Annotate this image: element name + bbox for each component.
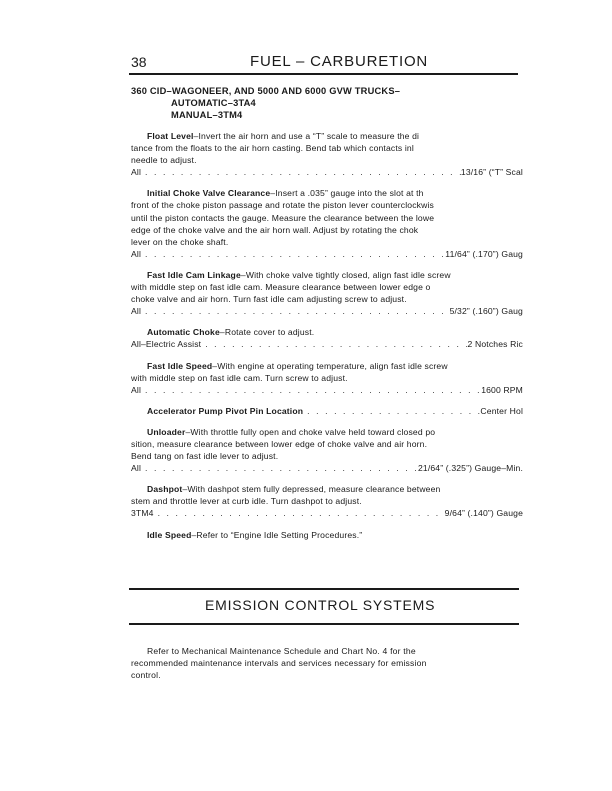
float-level-paragraph xyxy=(131,130,523,178)
fast-idle-speed-spec-value: 1600 RPM xyxy=(481,384,523,395)
idle-speed-paragraph xyxy=(131,529,523,541)
float-level-text-3: needle to adjust. xyxy=(131,155,197,166)
choke-clearance-text-1: –Insert a .035” gauge into the slot at th xyxy=(270,188,424,199)
float-level-spec-label: All xyxy=(131,167,142,178)
emission-section-title: EMISSION CONTROL SYSTEMS xyxy=(205,597,436,613)
dot-leader xyxy=(154,507,445,519)
fast-idle-speed-title: Fast Idle Speed xyxy=(147,360,213,371)
dashpot-title: Dashpot xyxy=(147,484,183,495)
unloader-paragraph xyxy=(131,426,523,474)
unloader-text-2: sition, measure clearance between lower edge of choke valve and air horn. xyxy=(131,438,428,449)
dot-leader xyxy=(201,338,467,350)
dashpot-spec xyxy=(131,507,523,519)
cam-linkage-title: Fast Idle Cam Linkage xyxy=(147,269,241,280)
float-level-spec xyxy=(131,166,523,178)
cam-linkage-spec xyxy=(131,305,523,317)
idle-speed-title: Idle Speed xyxy=(147,529,192,540)
dashpot-paragraph xyxy=(131,483,523,519)
fast-idle-speed-paragraph xyxy=(131,360,523,396)
automatic-choke-spec-value: 2 Notches Ric xyxy=(467,339,523,350)
automatic-choke-spec-label: All–Electric Assist xyxy=(131,339,202,350)
unloader-text-3: Bend tang on fast idle lever to adjust. xyxy=(131,451,279,462)
unloader-spec-label: All xyxy=(131,463,142,474)
dashpot-spec-value: 9/64” (.140”) Gauge xyxy=(444,508,523,519)
fast-idle-speed-text-1: –With engine at operating temperature, align fast idle screw xyxy=(212,360,448,371)
subheading-line-2: AUTOMATIC–3TA4 xyxy=(171,98,256,108)
subheading-line-1: 360 CID–WAGONEER, AND 5000 AND 6000 GVW TRUCKS– xyxy=(131,86,401,96)
cam-linkage-text-1: –With choke valve tightly closed, align fast idle screw xyxy=(240,269,451,280)
dot-leader xyxy=(141,384,481,396)
cam-linkage-spec-value: 5/32” (.160”) Gaug xyxy=(449,306,523,317)
emission-text-2: recommended maintenance intervals and services necessary for emission xyxy=(131,658,427,669)
unloader-spec-value: 21/64” (.325”) Gauge–Min. xyxy=(417,463,523,474)
emission-paragraph xyxy=(131,645,523,681)
dot-leader xyxy=(303,405,480,417)
cam-linkage-paragraph xyxy=(131,269,523,317)
accel-pump-paragraph xyxy=(131,405,523,417)
choke-clearance-text-2: front of the choke piston passage and rotate the piston lever counterclockwis xyxy=(131,200,434,211)
section-rule-bottom xyxy=(129,623,519,625)
choke-clearance-spec-label: All xyxy=(131,248,142,259)
dot-leader xyxy=(141,462,418,474)
accel-pump-title: Accelerator Pump Pivot Pin Location xyxy=(147,405,304,416)
fast-idle-speed-spec xyxy=(131,384,523,396)
choke-clearance-spec xyxy=(131,248,523,260)
unloader-text-1: –With throttle fully open and choke valve held toward closed po xyxy=(185,426,436,437)
choke-clearance-text-4: edge of the choke valve and the air horn wall. Adjust by rotating the chok xyxy=(131,224,419,235)
page-title: FUEL – CARBURETION xyxy=(250,53,429,70)
cam-linkage-text-2: with middle step on fast idle cam. Measure clearance between lower edge o xyxy=(131,282,431,293)
dashpot-text-2: stem and throttle lever at curb idle. Turn dashpot to adjust. xyxy=(131,496,362,507)
idle-speed-text-1: –Refer to “Engine Idle Setting Procedures.” xyxy=(191,529,363,540)
choke-clearance-text-3: until the piston contacts the gauge. Measure the clearance between the lowe xyxy=(131,212,435,223)
choke-clearance-title: Initial Choke Valve Clearance xyxy=(147,188,271,199)
cam-linkage-spec-label: All xyxy=(131,306,142,317)
dot-leader xyxy=(141,248,445,260)
emission-text-3: control. xyxy=(131,670,161,681)
spec-body xyxy=(131,130,523,550)
unloader-spec xyxy=(131,462,523,474)
automatic-choke-spec xyxy=(131,338,523,350)
float-level-title: Float Level xyxy=(147,131,194,141)
subheading-line-3: MANUAL–3TM4 xyxy=(171,110,243,120)
dashpot-text-1: –With dashpot stem fully depressed, measure clearance between xyxy=(182,484,441,495)
automatic-choke-title: Automatic Choke xyxy=(147,327,220,338)
fast-idle-speed-spec-label: All xyxy=(131,384,142,395)
dot-leader xyxy=(141,166,461,178)
float-level-text-1: –Invert the air horn and use a “T” scale to measure the di xyxy=(193,131,420,141)
float-level-text-2: tance from the floats to the air horn casting. Bend tab which contacts inl xyxy=(131,143,414,154)
section-subheading xyxy=(131,85,400,121)
accel-pump-spec-value: Center Hol xyxy=(480,405,523,416)
header-rule xyxy=(129,73,518,75)
dot-leader xyxy=(141,305,450,317)
accel-pump-spec xyxy=(131,405,523,417)
emission-text-1: Refer to Mechanical Maintenance Schedule and Chart No. 4 for the xyxy=(147,646,416,656)
cam-linkage-text-3: choke valve and air horn. Turn fast idle cam adjusting screw to adjust. xyxy=(131,294,407,305)
automatic-choke-paragraph xyxy=(131,326,523,350)
page-number: 38 xyxy=(131,54,147,70)
float-level-spec-value: 13/16” (“T” Scal xyxy=(460,167,523,178)
unloader-title: Unloader xyxy=(147,426,186,437)
choke-clearance-spec-value: 11/64” (.170”) Gaug xyxy=(445,248,523,259)
automatic-choke-text-1: –Rotate cover to adjust. xyxy=(219,327,315,338)
choke-clearance-paragraph xyxy=(131,187,523,260)
fast-idle-speed-text-2: with middle step on fast idle cam. Turn screw to adjust. xyxy=(131,372,348,383)
choke-clearance-text-5: lever on the choke shaft. xyxy=(131,236,229,247)
dashpot-spec-label: 3TM4 xyxy=(131,508,154,519)
section-rule-top xyxy=(129,588,519,590)
